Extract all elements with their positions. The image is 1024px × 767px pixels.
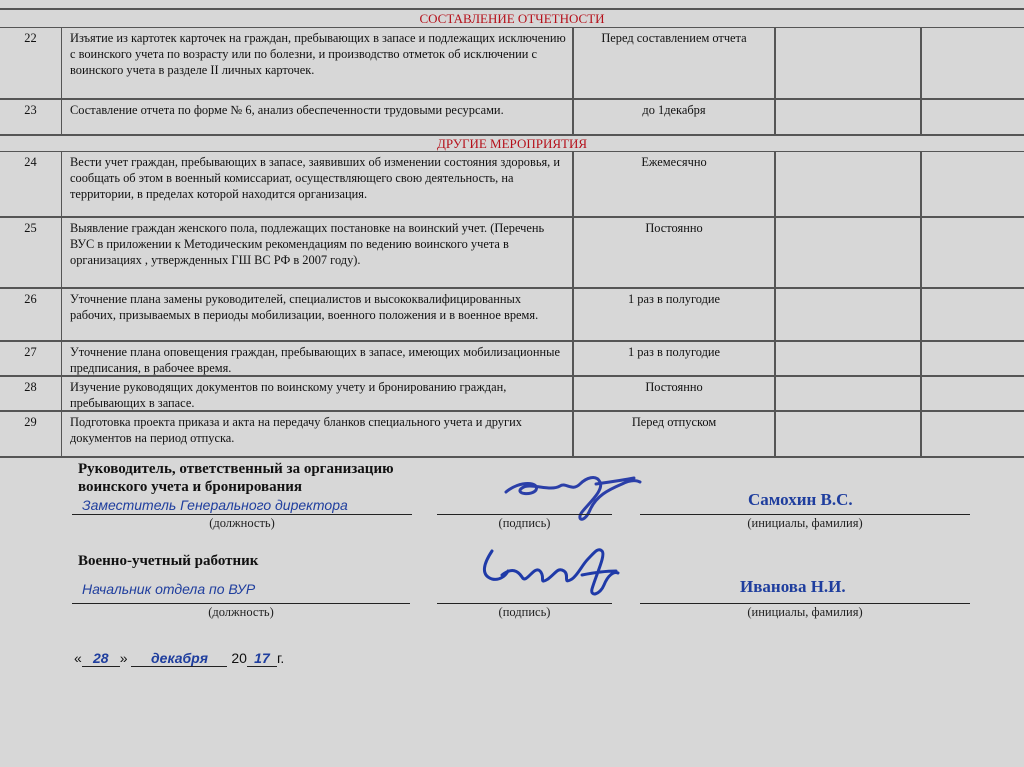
head-signatory-title: Руководитель, ответственный за организацию воинского учета и бронирования <box>78 461 394 495</box>
row-empty-cell <box>922 100 1024 134</box>
date-year: 17 <box>247 650 277 667</box>
document-date <box>74 650 284 667</box>
date-quote-open: « <box>74 650 82 666</box>
clerk-name-value: Иванова Н.И. <box>740 577 846 596</box>
date-quote-close: » <box>119 650 128 666</box>
head-name-value: Самохин В.С. <box>748 490 853 509</box>
name-line <box>640 603 970 604</box>
table-row <box>0 218 1024 289</box>
signature-caption: (подпись) <box>498 605 551 619</box>
row-activity: Составление отчета по форме № 6, анализ обеспеченности трудовыми ресурсами. <box>62 100 574 134</box>
section-title: ДРУГИЕ МЕРОПРИЯТИЯ <box>436 136 588 151</box>
date-year-prefix: 20 <box>231 650 247 666</box>
date-day: 28 <box>82 650 120 667</box>
row-empty-cell <box>922 377 1024 410</box>
date-year-suffix: г. <box>276 650 285 666</box>
table-row <box>0 412 1024 458</box>
row-deadline: 1 раз в полугодие <box>574 289 776 340</box>
signature-line <box>437 603 612 604</box>
row-number: 28 <box>0 377 62 410</box>
row-activity: Изъятие из картотек карточек на граждан, пребывающих в запасе и подлежащих исключению с воинского учета по возрасту или по болезни, и производство отметок об исключении с воинского учета в разделе II личных карточек. <box>62 28 574 98</box>
table-row <box>0 289 1024 342</box>
head-position-value: Заместитель Генерального директора <box>82 497 348 513</box>
row-empty-cell <box>776 152 922 216</box>
clerk-signatory-title: Военно-учетный работник <box>78 553 259 569</box>
row-empty-cell <box>776 218 922 287</box>
table-row <box>0 152 1024 218</box>
plan-table <box>0 8 1024 458</box>
row-activity: Вести учет граждан, пребывающих в запасе, заявивших об изменении состояния здоровья, и сообщать об этом в военный комиссариат, осуществляющего свою деятельность, на территории, в пределах которой находится организация. <box>62 152 574 216</box>
position-line <box>72 514 412 515</box>
row-number: 26 <box>0 289 62 340</box>
position-caption: (должность) <box>208 605 274 619</box>
row-activity: Уточнение плана замены руководителей, специалистов и высококвалифицированных рабочих, призываемых в периоды мобилизации, военного положения и в военное время. <box>62 289 574 340</box>
row-number: 25 <box>0 218 62 287</box>
signature-line <box>437 514 612 515</box>
date-month: декабря <box>131 650 227 667</box>
name-caption: (инициалы, фамилия) <box>747 605 863 619</box>
clerk-position-value: Начальник отдела по ВУР <box>82 581 256 597</box>
row-number: 27 <box>0 342 62 375</box>
position-line <box>72 603 410 604</box>
row-empty-cell <box>776 412 922 456</box>
section-header-other <box>0 136 1024 152</box>
row-empty-cell <box>776 28 922 98</box>
row-empty-cell <box>922 412 1024 456</box>
row-deadline: Ежемесячно <box>574 152 776 216</box>
row-empty-cell <box>922 28 1024 98</box>
section-header-reporting <box>0 10 1024 28</box>
row-empty-cell <box>922 289 1024 340</box>
row-deadline: до 1декабря <box>574 100 776 134</box>
table-row <box>0 377 1024 412</box>
row-empty-cell <box>776 100 922 134</box>
row-deadline: Перед составлением отчета <box>574 28 776 98</box>
row-empty-cell <box>776 377 922 410</box>
position-caption: (должность) <box>209 516 275 530</box>
row-activity: Выявление граждан женского пола, подлежащих постановке на воинский учет. (Перечень ВУС в приложении к Методическим рекомендациям по ведению воинского учета в организациях , утвержденных ГШ ВС РФ в 2007 году). <box>62 218 574 287</box>
row-activity: Изучение руководящих документов по воинскому учету и бронированию граждан, пребывающих в запасе. <box>62 377 574 410</box>
row-activity: Подготовка проекта приказа и акта на передачу бланков специального учета и других документов на период отпуска. <box>62 412 574 456</box>
row-activity: Уточнение плана оповещения граждан, пребывающих в запасе, имеющих мобилизационные предписания, в рабочее время. <box>62 342 574 375</box>
row-number: 24 <box>0 152 62 216</box>
row-empty-cell <box>922 342 1024 375</box>
signature-caption: (подпись) <box>498 516 551 530</box>
row-number: 29 <box>0 412 62 456</box>
row-number: 22 <box>0 28 62 98</box>
row-number: 23 <box>0 100 62 134</box>
clerk-signature-icon <box>478 545 623 603</box>
row-deadline: Постоянно <box>574 218 776 287</box>
table-row <box>0 100 1024 136</box>
row-empty-cell <box>922 152 1024 216</box>
row-empty-cell <box>776 289 922 340</box>
table-row <box>0 342 1024 377</box>
section-title: СОСТАВЛЕНИЕ ОТЧЕТНОСТИ <box>419 11 605 26</box>
row-empty-cell <box>776 342 922 375</box>
name-line <box>640 514 970 515</box>
table-row <box>0 28 1024 100</box>
row-deadline: Постоянно <box>574 377 776 410</box>
row-deadline: 1 раз в полугодие <box>574 342 776 375</box>
row-empty-cell <box>922 218 1024 287</box>
row-deadline: Перед отпуском <box>574 412 776 456</box>
name-caption: (инициалы, фамилия) <box>747 516 863 530</box>
